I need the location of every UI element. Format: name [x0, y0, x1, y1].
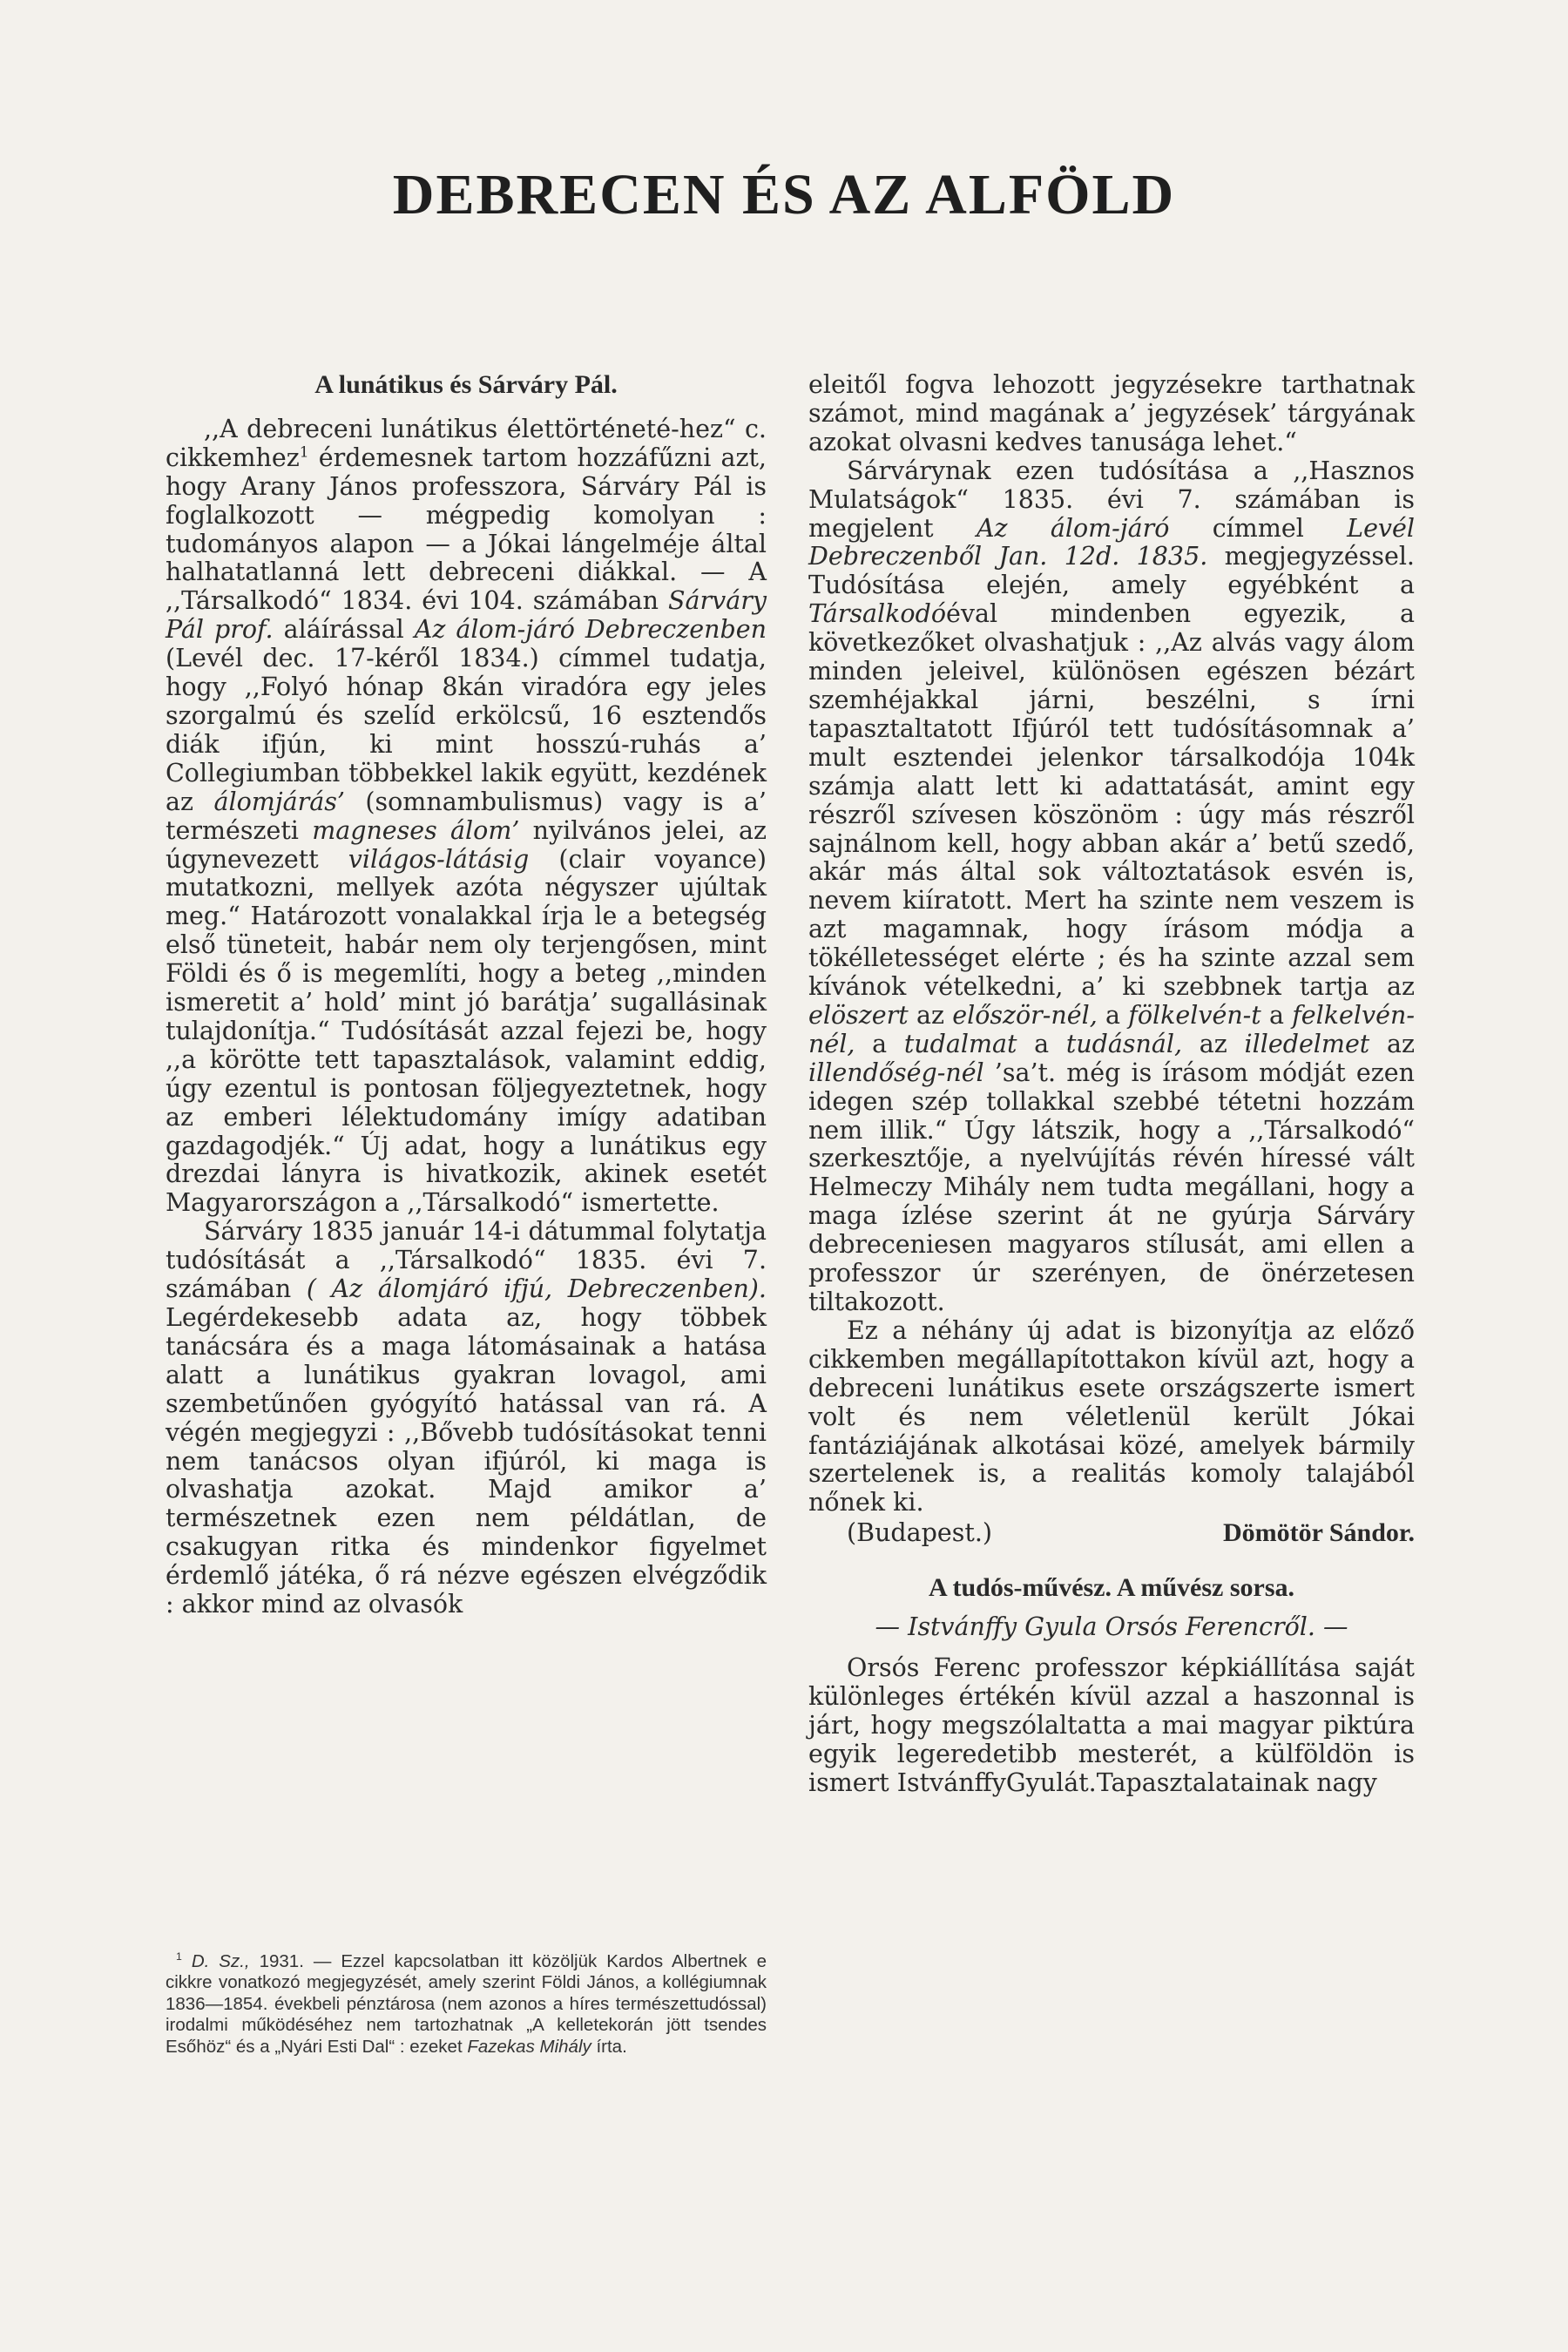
right-column: [808, 371, 1415, 1798]
article-heading: A lunátikus és Sárváry Pál.: [314, 370, 618, 399]
author-name: Dömötör Sándor.: [1222, 1518, 1415, 1548]
paragraph: ,,A debreceni lunátikus élettörténeté-hez“ c. cikkemhez$^1$ érdemesnek tartom hozzáfűzni azt, hogy Arany János professzora, Sárváry Pál is foglalkozott — mégpedig komolyan : tudományos alapon — a Jókai lángelméje által halhatatlanná lett debreceni diákkal. — A ,,Társalkodó“ 1834. évi 104. számában Sárváry Pál prof. aláírással Az álom-járó Debreczenben (Levél dec. 17-kéről 1834.) címmel tudatja, hogy ,,Folyó hónap 8kán viradóra egy jeles szorgalmú és szelíd erkölcsű, 16 esztendős diák ifjún, ki mint hosszú-ruhás a’ Collegiumban többekkel lakik együtt, kezdének az álomjárás’ (somnambulismus) vagy is a’ természeti magneses álom’ nyilvános jelei, az úgynevezett világos-látásig (clair voyance) mutatkozni, mellyek azóta négyszer ujúltak meg.“ Határozott vonalakkal írja le a betegség első tüneteit, habár nem oly terjengősen, mint Földi és ő is megemlíti, hogy a beteg ,,minden ismeretit a’ hold’ mint jó barátja’ sugallásinak tulajdonítja.“ Tudósítását azzal fejezi be, hogy ,,a körötte tett tapasztalások, valamint eddig, úgy ezentul is pontosan följegyeztetnek, hogy az emberi lélektudomány imígy adatiban gazdagodjék.“ Új adat, hogy a lunátikus egy drezdai lányra is hivatkozik, akinek esetét Magyarországon a ,,Társalkodó“ ismertette.: [166, 414, 767, 1218]
signature-place: (Budapest.): [847, 1518, 993, 1548]
paragraph: eleitől fogva lehozott jegyzésekre tarthatnak számot, mind magának a’ jegyzések’ tárgyának azokat olvasni kedves tanusága lehet.“: [808, 370, 1415, 456]
footnote-text: $^1$ D. Sz., 1931. — Ezzel kapcsolatban itt közöljük Kardos Albertnek e cikkre vonatkozó megjegyzését, amely szerint Földi János, a kollégiumnak 1836—1854. évekbeli pénztárosa (nem azonos a híres természettudóssal) irodalmi működéséhez nem tartozhatnak „A kelletekorán jött tsendes Esőhöz“ és a „Nyári Esti Dal“ : ezeket Fazekas Mihály írta.: [166, 1950, 767, 2057]
footnote-reference[interactable]: 1: [299, 443, 309, 462]
article-heading: A tudós-művész. A művész sorsa.: [928, 1573, 1294, 1603]
paragraph: Orsós Ferenc professzor képkiállítása saját különleges értékén kívül azzal a haszonnal is járt, hogy megszólaltatta a mai magyar piktúra egyik legeredetibb mesterét, a külföldön is ismert IstvánffyGyulát.Tapasztalatainak nagy: [808, 1652, 1415, 1797]
paragraph: Ez a néhány új adat is bizonyítja az előző cikkemben megállapítottakon kívül azt, hogy a debreceni lunátikus esete országszerte ismert volt és nem véletlenül került Jókai fantáziájának alkotásai közé, amelyek bármily szertelenek is, a realitás komoly talajából nőnek ki.: [808, 1315, 1415, 1517]
paragraph: Sárvárynak ezen tudósítása a ,,Hasznos Mulatságok“ 1835. évi 7. számában is megjelent Az álom-járó címmel Levél Debreczenből Jan. 12d. 1835. megjegyzéssel. Tudósítása elején, amely egyébként a Társalkodóéval mindenben egyezik, a következőket olvashatjuk : ,,Az alvás vagy álom minden jeleivel, különösen egészen bézárt szemhéjakkal járni, beszélni, s írni tapasztaltatott Ifjúról tett tudósításomnak a’ mult esztendei jelenkor társalkodója 104k számja alatt lett ki adattatását, amint egy részről szívesen köszönöm : úgy más részről sajnálnom kell, hogy abban akár a’ betű szedő, akár más által sok változtatások esvén is, nevem kiíratott. Mert ha szinte nem veszem is azt magamnak, hogy írásom módja a tökélletességet elérte ; és ha szinte azzal sem kívánok vételkedni, a’ ki szebbnek tartja az elöszert az először-nél, a fölkelvén-t a felkelvén-nél, a tudalmat a tudásnál, az illedelmet az illendőség-nél ’sa’t. még is írásom módját ezen idegen szép tollakkal szebbé tétetni hozzám nem illik.“ Úgy látszik, hogy a ,,Társalkodó“ szerkesztője, a nyelvújítás révén híressé vált Helmeczy Mihály nem tudta megállani, hogy a maga ízlése szerint át ne gyúrja Sárváry debreceniesen magyaros stílusát, ami ellen a professzor úr szerényen, de önérzetesen tiltakozott.: [808, 456, 1416, 1316]
page-title: DEBRECEN ÉS AZ ALFÖLD: [392, 163, 1176, 226]
signature-line: [808, 1519, 1415, 1548]
article-subtitle: — Istvánffy Gyula Orsós Ferencről. —: [875, 1612, 1348, 1642]
left-column: [166, 371, 767, 1619]
paragraph: Sárváry 1835 január 14-i dátummal folytatja tudósítását a ,,Társalkodó“ 1835. évi 7. számában ( Az álomjáró ifjú, Debreczenben). Legérdekesebb adata az, hogy többek tanácsára és a maga látomásainak a hatása alatt a lunátikus gyakran lovagol, ami szembetűnően gyógyító hatással van rá. A végén megjegyzi : ,,Bővebb tudósításokat tenni nem tanácsos olyan ifjúról, ki maga is olvashatja azokat. Majd amikor a’ természetnek ezen nem példátlan, de csakugyan ritka és mindenkor figyelmet érdemlő játéka, ő rá nézve egészen elvégződik : akkor mind az olvasók: [166, 1217, 767, 1619]
footnote: [166, 1951, 767, 2058]
